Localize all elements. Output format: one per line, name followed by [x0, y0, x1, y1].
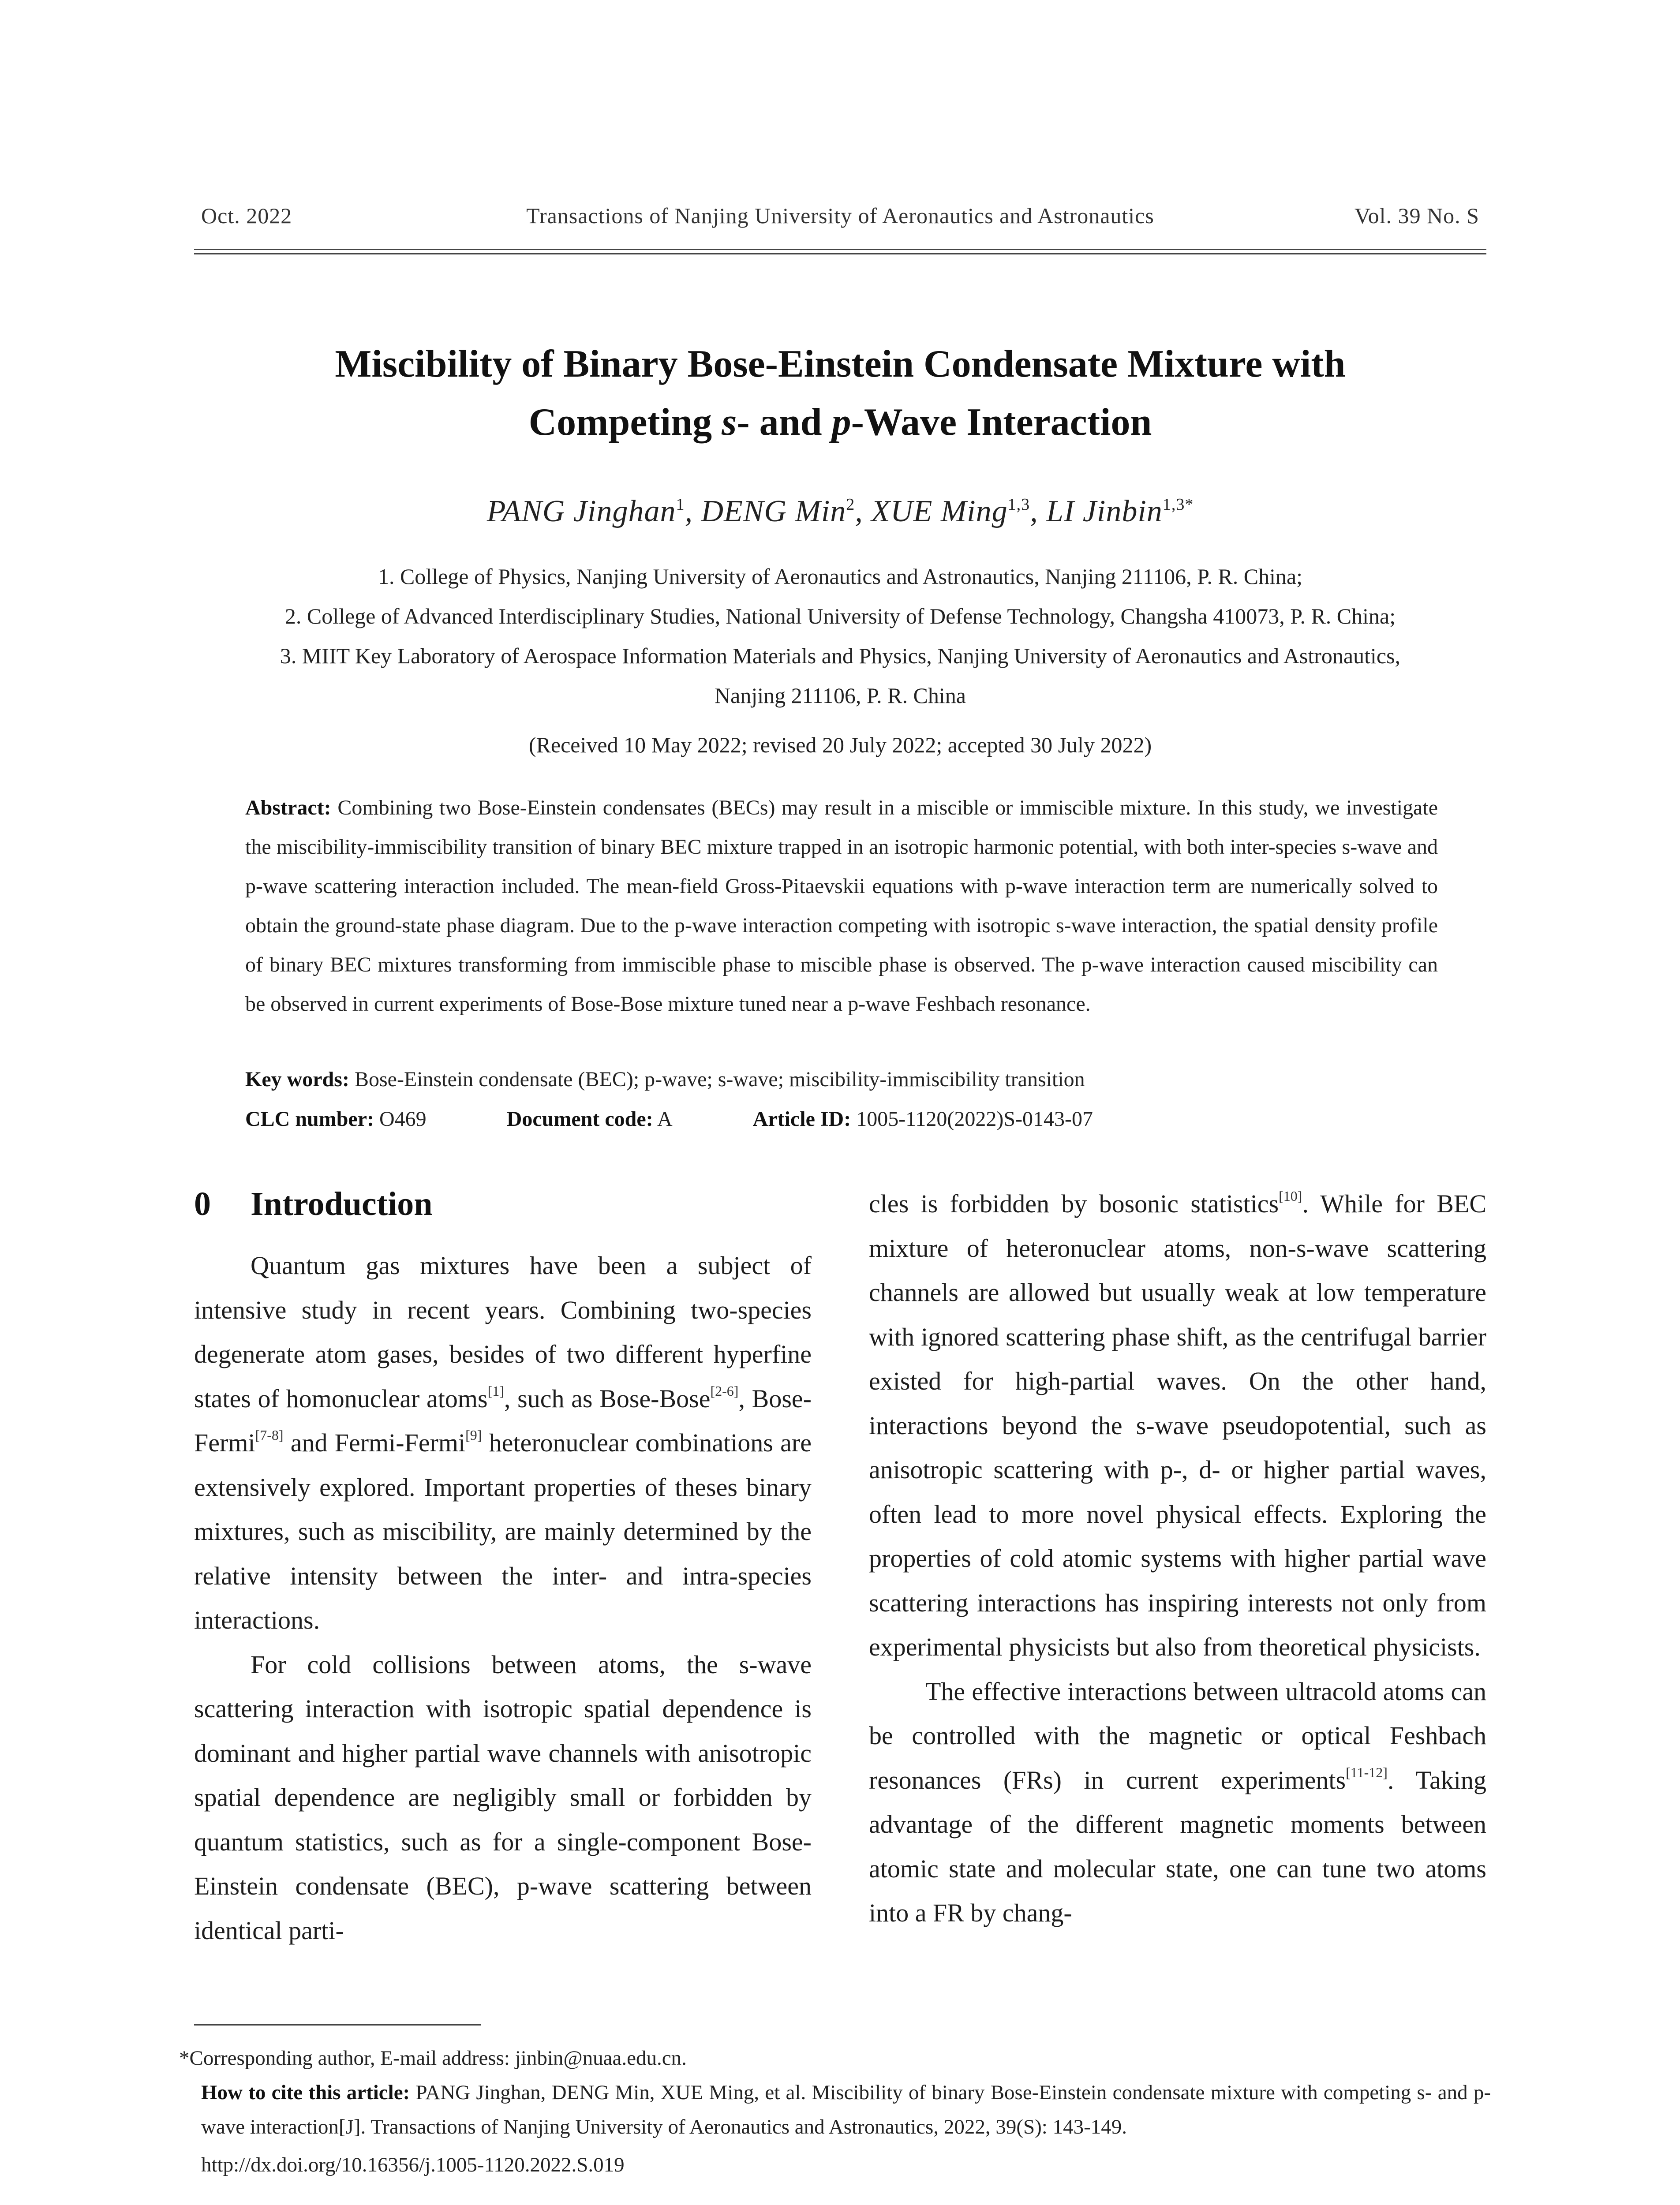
- abstract-label: Abstract:: [245, 796, 331, 819]
- author-3: XUE Ming: [871, 494, 1008, 528]
- article-id-value: 1005-1120(2022)S-0143-07: [856, 1107, 1093, 1131]
- citation-ref: [9]: [465, 1427, 482, 1443]
- author-2: DENG Min: [701, 494, 846, 528]
- citation-ref: [1]: [487, 1383, 504, 1399]
- doi-link[interactable]: http://dx.doi.org/10.16356/j.1005-1120.2022.S.019: [201, 2153, 625, 2176]
- footnote-rule: [194, 2024, 481, 2026]
- volume-number: Vol. 39 No. S: [1354, 203, 1479, 228]
- section-number: 0: [194, 1185, 211, 1222]
- affiliation-3-cont: Nanjing 211106, P. R. China: [715, 683, 966, 708]
- title-line-2: Competing s- and p-Wave Interaction: [528, 401, 1152, 444]
- author-4: LI Jinbin: [1046, 494, 1163, 528]
- citation-note: [176, 2075, 1491, 2144]
- keywords-text: Bose-Einstein condensate (BEC); p-wave; s-wave; miscibility-immiscibility transition: [354, 1068, 1085, 1091]
- cite-label: How to cite this article:: [201, 2081, 410, 2104]
- article-id-label: Article ID:: [752, 1107, 851, 1131]
- clc-label: CLC number:: [245, 1107, 374, 1131]
- received-dates: (Received 10 May 2022; revised 20 July 2022; accepted 30 July 2022): [528, 733, 1152, 757]
- issue-date: Oct. 2022: [201, 203, 292, 228]
- doc-code-label: Document code:: [506, 1107, 653, 1131]
- citation-ref: [11-12]: [1346, 1764, 1388, 1780]
- abstract: [245, 788, 1438, 1024]
- clc-value: O469: [379, 1107, 427, 1131]
- affiliations: [194, 557, 1486, 715]
- affiliation-2: 2. College of Advanced Interdisciplinary Studies, National University of Defense Technology, Changsha 410073, P. R. China;: [284, 604, 1396, 628]
- abstract-text: Combining two Bose-Einstein condensates (BECs) may result in a miscible or immiscible mixture. In this study, we investigate the miscibility-immiscibility transition of binary BEC mixture trapped in an isotropic harmonic potential, with both inter-species s-wave and p-wave scattering interaction included. The mean-field Gross-Pitaevskii equations with p-wave interaction term are numerically solved to obtain the ground-state phase diagram. Due to the p-wave interaction competing with isotropic s-wave interaction, the spatial density profile of binary BEC mixtures transforming from immiscible phase to miscible phase is observed. The p-wave interaction caused miscibility can be observed in current experiments of Bose-Bose mixture tuned near a p-wave Feshbach resonance.: [245, 796, 1438, 1016]
- title-line-1: Miscibility of Binary Bose-Einstein Condensate Mixture with: [335, 343, 1346, 385]
- section-title: Introduction: [251, 1185, 433, 1222]
- paper-title: [194, 335, 1486, 452]
- left-column: [194, 1182, 812, 1953]
- citation-ref: [10]: [1279, 1188, 1302, 1204]
- cite-text: PANG Jinghan, DENG Min, XUE Ming, et al. Miscibility of binary Bose-Einstein condensate mixture with competing s- and p-wave interaction[J]. Transactions of Nanjing University of Aeronautics and Astronautics, 2022, 39(S): 143-149.: [201, 2081, 1491, 2138]
- intro-paragraph-2-cont: cles is forbidden by bosonic statistics[10]. While for BEC mixture of heteronuclear atoms, non-s-wave scattering channels are allowed but usually weak at low temperature with ignored scattering phase shift, as the centrifugal barrier existed for high-partial waves. On the other hand, interactions beyond the s-wave pseudopotential, such as anisotropic scattering with p-, d- or higher partial waves, often lead to more novel physical effects. Exploring the properties of cold atomic systems with higher partial wave scattering interactions has inspiring interests not only from experimental physicists but also from theoretical physicists.: [869, 1188, 1486, 1661]
- right-column: [869, 1182, 1486, 1936]
- intro-paragraph-1: Quantum gas mixtures have been a subject of intensive study in recent years. Combining two-species degenerate atom gases, besides of two different hyperfine states of homonuclear atoms[1], such as Bose-Bose[2-6], Bose-Fermi[7-8] and Fermi-Fermi[9] heteronuclear combinations are extensively explored. Important properties of theses binary mixtures, such as miscibility, are mainly determined by the relative intensity between the inter- and intra-species interactions.: [194, 1251, 812, 1634]
- citation-ref: [7-8]: [255, 1427, 284, 1443]
- footnotes: [176, 2041, 1491, 2182]
- keywords-label: Key words:: [245, 1068, 349, 1091]
- classification-line: [245, 1107, 1438, 1131]
- doc-code-value: A: [657, 1107, 673, 1131]
- affiliation-1: 1. College of Physics, Nanjing University of Aeronautics and Astronautics, Nanjing 211106, P. R. China;: [378, 564, 1303, 589]
- citation-ref: [2-6]: [710, 1383, 739, 1399]
- journal-name: Transactions of Nanjing University of Aeronautics and Astronautics: [526, 203, 1154, 228]
- intro-paragraph-2: For cold collisions between atoms, the s-wave scattering interaction with isotropic spatial dependence is dominant and higher partial wave channels with anisotropic spatial dependence are negligibly small or forbidden by quantum statistics, such as for a single-component Bose-Einstein condensate (BEC), p-wave scattering between identical parti-: [194, 1650, 812, 1945]
- corresponding-author: *Corresponding author, E-mail address: jinbin@nuaa.edu.cn.: [179, 2047, 687, 2070]
- header-rule-double: [194, 253, 1486, 254]
- header-rule: [194, 249, 1486, 250]
- author-list: PANG Jinghan$^1$, DENG Min$^2$, XUE Ming$^{1,3}$, LI Jinbin$^{1,3*}$: [486, 494, 1194, 528]
- intro-paragraph-3: The effective interactions between ultracold atoms can be controlled with the magnetic or optical Feshbach resonances (FRs) in current experiments[11-12]. Taking advantage of the different magnetic moments between atomic state and molecular state, one can tune two atoms into a FR by chang-: [869, 1677, 1486, 1927]
- affiliation-3: 3. MIIT Key Laboratory of Aerospace Information Materials and Physics, Nanjing University of Aeronautics and Astronautics,: [280, 643, 1401, 668]
- section-heading: [194, 1182, 812, 1226]
- running-header: [194, 203, 1486, 234]
- author-1: PANG Jinghan: [486, 494, 676, 528]
- keywords: [245, 1067, 1438, 1091]
